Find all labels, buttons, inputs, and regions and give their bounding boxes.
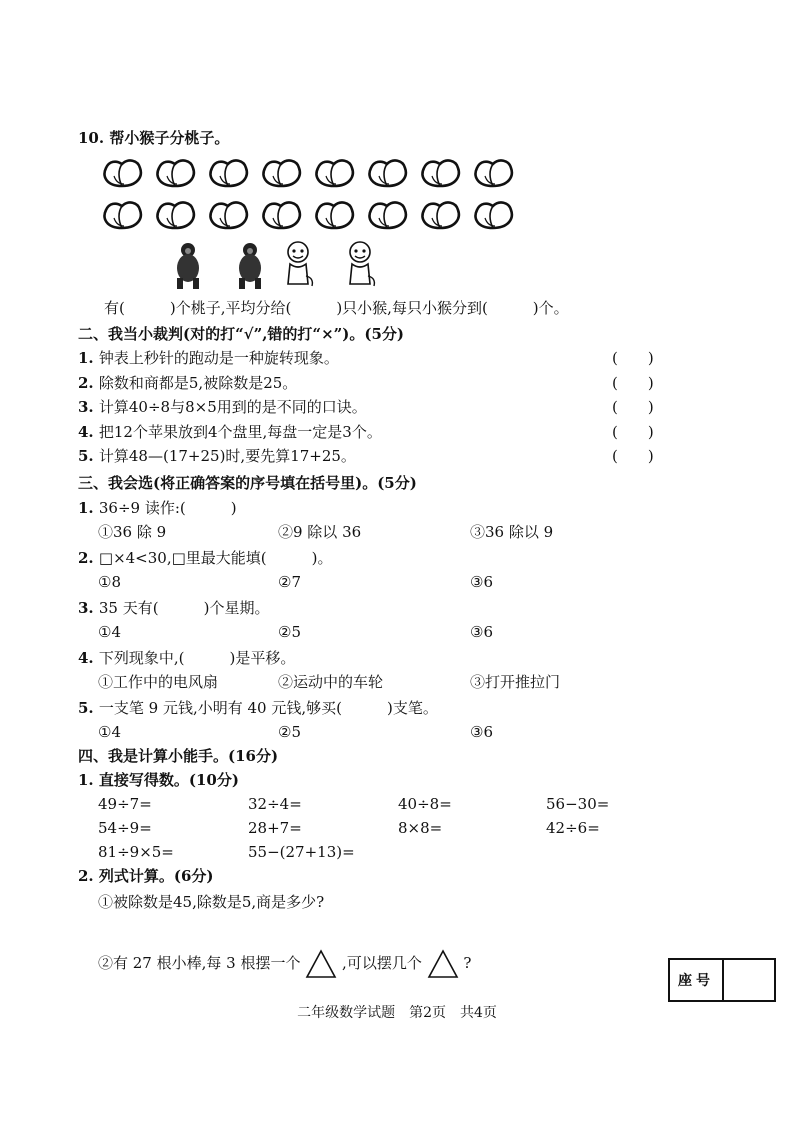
- choice-option[interactable]: ②运动中的车轮: [278, 673, 384, 691]
- peach-icon: [259, 154, 303, 190]
- item-number: 4.: [78, 649, 99, 667]
- choice-option[interactable]: ①36 除 9: [98, 523, 167, 541]
- choice-option[interactable]: ③36 除以 9: [470, 523, 554, 541]
- calc-item: 32÷4=: [248, 795, 302, 813]
- section4-part2-title: 2. 列式计算。(6分): [78, 867, 214, 885]
- seat-number-box: [668, 958, 776, 1002]
- choice-option[interactable]: ②9 除以 36: [278, 523, 362, 541]
- answer-paren[interactable]: ( ): [612, 447, 654, 465]
- peach-icon: [312, 154, 356, 190]
- question-text: 36÷9 读作:( ): [98, 499, 237, 517]
- calc-item: 40÷8=: [398, 795, 452, 813]
- peach-row-1: [100, 154, 520, 194]
- answer-paren[interactable]: ( ): [612, 398, 654, 416]
- question-text: □×4<30,□里最大能填( )。: [98, 549, 333, 567]
- item-number: 1.: [78, 349, 99, 367]
- answer-paren[interactable]: ( ): [612, 422, 654, 441]
- peach-icon: [153, 154, 197, 190]
- monkey-icon: [170, 240, 206, 290]
- peach-row-2: [100, 196, 520, 236]
- choice-question: [78, 648, 295, 668]
- question-text: 35 天有( )个星期。: [98, 599, 270, 617]
- choice-option[interactable]: ①4: [98, 623, 121, 641]
- item-number: 5.: [78, 447, 99, 465]
- monkey-icon: [342, 240, 378, 290]
- section4-part2-q1: ①被除数是45,除数是5,商是多少?: [98, 893, 325, 911]
- item-text: 计算40÷8与8×5用到的是不同的口诀。: [98, 398, 367, 416]
- calc-item: 49÷7=: [98, 795, 152, 813]
- item-number: 1.: [78, 499, 99, 517]
- section4-part1-title: 1. 直接写得数。(10分): [78, 771, 239, 789]
- monkey-group: [170, 240, 410, 290]
- item-text: 把12个苹果放到4个盘里,每盘一定是3个。: [98, 422, 382, 441]
- section3-heading: 三、我会选(将正确答案的序号填在括号里)。(5分): [78, 474, 417, 492]
- triangle-icon: [427, 949, 459, 979]
- section4-heading: 四、我是计算小能手。(16分): [78, 747, 279, 765]
- calc-item: 8×8=: [398, 819, 443, 837]
- choice-question: [78, 598, 269, 618]
- section2-heading: 二、我当小裁判(对的打“√”,错的打“×”)。(5分): [78, 325, 404, 343]
- calc-item: 56−30=: [546, 795, 610, 813]
- item-number: 4.: [78, 422, 99, 441]
- choice-option[interactable]: ③打开推拉门: [470, 673, 561, 691]
- peach-icon: [471, 196, 515, 232]
- item-number: 5.: [78, 699, 99, 717]
- peach-icon: [100, 196, 144, 232]
- choice-option[interactable]: ①4: [98, 723, 121, 741]
- choice-option[interactable]: ③6: [470, 573, 493, 591]
- item-text: 计算48—(17+25)时,要先算17+25。: [98, 447, 356, 465]
- choice-question: [78, 698, 438, 718]
- judge-item: [78, 373, 297, 393]
- answer-paren[interactable]: ( ): [612, 349, 654, 367]
- calc-item: 54÷9=: [98, 819, 152, 837]
- item-number: 3.: [78, 398, 99, 416]
- seat-label: 座号: [670, 960, 724, 1000]
- q10-title: 10. 帮小猴子分桃子。: [78, 129, 230, 147]
- choice-option[interactable]: ③6: [470, 723, 493, 741]
- question-text: 一支笔 9 元钱,小明有 40 元钱,够买( )支笔。: [98, 699, 438, 717]
- peach-icon: [312, 196, 356, 232]
- q2-text-a: ②有 27 根小棒,每 3 根摆一个: [98, 954, 301, 972]
- peach-icon: [418, 196, 462, 232]
- page-footer: 二年级数学试题 第2页 共4页: [297, 1005, 497, 1021]
- judge-item: [78, 397, 367, 417]
- peach-icon: [471, 154, 515, 190]
- peach-icon: [153, 196, 197, 232]
- monkey-icon: [280, 240, 316, 290]
- peach-icon: [365, 196, 409, 232]
- judge-item: [78, 348, 339, 368]
- judge-item: [78, 446, 356, 466]
- monkey-icon: [232, 240, 268, 290]
- item-text: 除数和商都是5,被除数是25。: [98, 373, 298, 392]
- choice-option[interactable]: ②5: [278, 623, 301, 641]
- choice-option[interactable]: ②7: [278, 573, 301, 591]
- section4-part2-q2: [98, 946, 471, 980]
- choice-option[interactable]: ①工作中的电风扇: [98, 673, 219, 691]
- item-text: 钟表上秒针的跑动是一种旋转现象。: [98, 349, 339, 367]
- peach-icon: [365, 154, 409, 190]
- answer-paren[interactable]: ( ): [612, 373, 654, 392]
- calc-item: 81÷9×5=: [98, 843, 174, 861]
- judge-item: [78, 422, 382, 442]
- peach-icon: [206, 196, 250, 232]
- peach-icon: [259, 196, 303, 232]
- choice-option[interactable]: ①8: [98, 573, 121, 591]
- q2-text-c: ?: [463, 954, 472, 972]
- calc-item: 55−(27+13)=: [248, 843, 355, 861]
- peach-icon: [100, 154, 144, 190]
- item-number: 2.: [78, 549, 99, 567]
- question-text: 下列现象中,( )是平移。: [98, 649, 296, 667]
- choice-question: [78, 548, 332, 568]
- peach-icon: [206, 154, 250, 190]
- seat-number-field[interactable]: [724, 960, 774, 1000]
- q10-sentence: 有( )个桃子,平均分给( )只小猴,每只小猴分到( )个。: [104, 299, 569, 317]
- q2-text-b: ,可以摆几个: [342, 954, 422, 972]
- choice-option[interactable]: ②5: [278, 723, 301, 741]
- choice-option[interactable]: ③6: [470, 623, 493, 641]
- triangle-icon: [305, 949, 337, 979]
- item-number: 2.: [78, 373, 99, 392]
- peach-icon: [418, 154, 462, 190]
- calc-item: 42÷6=: [546, 819, 600, 837]
- calc-item: 28+7=: [248, 819, 302, 837]
- item-number: 3.: [78, 599, 99, 617]
- choice-question: [78, 498, 237, 518]
